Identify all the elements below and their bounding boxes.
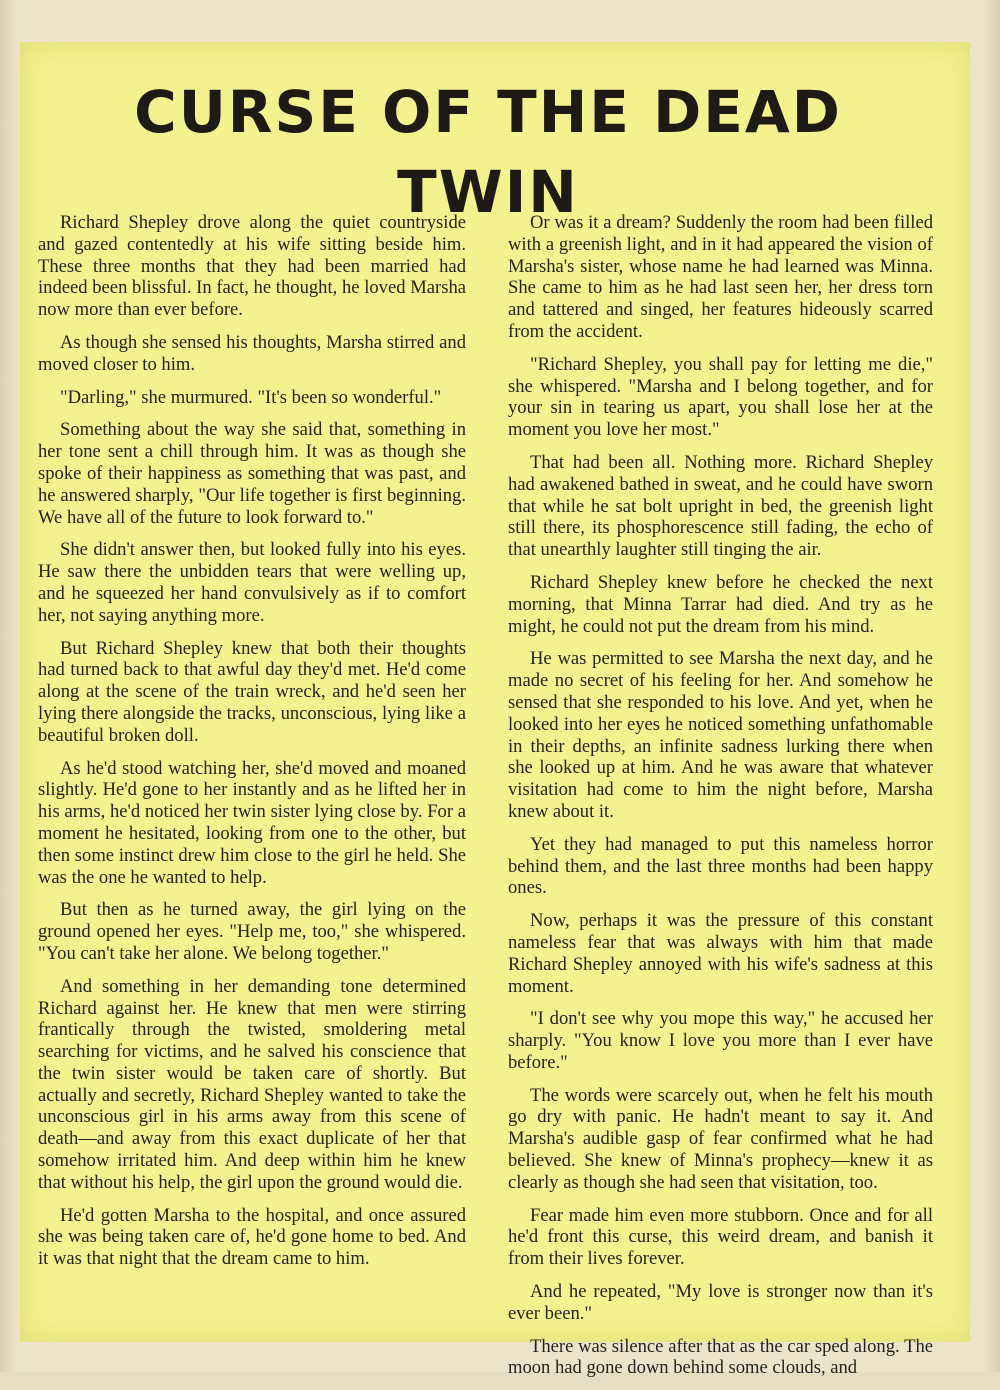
paragraph: Yet they had managed to put this nameless horror behind them, and the last three months had been happy ones.: [508, 833, 933, 899]
paragraph: The words were scarcely out, when he felt his mouth go dry with panic. He hadn't meant to say it. And Marsha's audible gasp of fear confirmed what he had believed. She knew of Minna's prophecy—knew it as clearly as though she had seen that visitation, too.: [508, 1084, 933, 1193]
paragraph: But Richard Shepley knew that both their thoughts had turned back to that awful day they'd met. He'd come along at the scene of the train wreck, and he'd seen her lying there alongside the tracks, unconscious, lying like a beautiful broken doll.: [38, 637, 466, 746]
right-column: [508, 212, 933, 1390]
paragraph: Or was it a dream? Suddenly the room had been filled with a greenish light, and in it had appeared the vision of Marsha's sister, whose name he had learned was Minna. She came to him as he had last seen her, her dress torn and tattered and singed, her features hideously scarred from the accident.: [508, 212, 933, 342]
paragraph: "Darling," she murmured. "It's been so wonderful.": [60, 386, 442, 408]
paragraph: As he'd stood watching her, she'd moved and moaned slightly. He'd gone to her instantly and as he lifted her in his arms, he'd noticed her twin sister lying close by. For a moment he hesitated, looking from one to the other, but then some instinct drew him close to the girl he held. She was the one he wanted to help.: [38, 757, 466, 888]
paragraph: Now, perhaps it was the pressure of this constant nameless fear that was always with him that made Richard Shepley annoyed with his wife's sadness at this moment.: [508, 910, 933, 997]
paragraph: He'd gotten Marsha to the hospital, and once assured she was being taken care of, he'd gone home to bed. And it was that night that the dream came to him.: [38, 1204, 466, 1270]
paragraph: And something in her demanding tone determined Richard against her. He knew that men were stirring frantically through the twisted, smoldering metal searching for victims, and he salved his conscience that the twin sister would be taken care of shortly. But actually and secretly, Richard Shepley wanted to take the unconscious girl in his arms away from this scene of death—and away from this exact duplicate of her that somehow irritated him. And deep within him he knew that without his help, the girl upon the ground would die.: [38, 975, 466, 1193]
paragraph: There was silence after that as the car sped along. The moon had gone down behind some clouds, and: [508, 1335, 933, 1379]
paragraph: He was permitted to see Marsha the next day, and he made no secret of his feeling for her. And somehow he sensed that she responded to his love. And yet, when he looked into her eyes he noticed something unfathomable in their depths, an infinite sadness lurking there when she looked up at him. And he was aware that whatever visitation had come to him the night before, Marsha knew about it.: [508, 648, 933, 822]
paragraph: Richard Shepley drove along the quiet countryside and gazed contentedly at his wife sitting beside him. These three months that they had been married had indeed been blissful. In fact, he thought, he loved Marsha now more than ever before.: [38, 212, 466, 321]
paragraph: "I don't see why you mope this way," he accused her sharply. "You know I love you more than I ever have before.": [508, 1008, 933, 1073]
paragraph: Fear made him even more stubborn. Once and for all he'd front this curse, this weird dream, and banish it from their lives forever.: [508, 1204, 933, 1270]
paragraph: That had been all. Nothing more. Richard Shepley had awakened bathed in sweat, and he could have sworn that while he sat bolt upright in bed, the greenish light still there, its phosphorescence still fading, the echo of that unearthly laughter still tinging the air.: [508, 451, 933, 561]
paragraph: But then as he turned away, the girl lying on the ground opened her eyes. "Help me, too," she whispered. "You can't take her alone. We belong together.": [38, 899, 466, 964]
left-column: [38, 212, 466, 1281]
paragraph: She didn't answer then, but looked fully into his eyes. He saw there the unbidden tears that were welling up, and he squeezed her hand convulsively as if to comfort her, not saying anything more.: [38, 539, 466, 626]
paragraph: As though she sensed his thoughts, Marsha stirred and moved closer to him.: [38, 331, 466, 375]
paragraph: Something about the way she said that, something in her tone sent a chill through him. It was as though she spoke of their happiness as something that was past, and he answered sharply, "Our life together is first beginning. We have all of the future to look forward to.": [38, 419, 466, 528]
paragraph: Richard Shepley knew before he checked the next morning, that Minna Tarrar had died. And try as he might, he could not put the dream from his mind.: [508, 571, 933, 637]
paragraph: "Richard Shepley, you shall pay for letting me die," she whispered. "Marsha and I belong together, and for your sin in tearing us apart, you shall lose her at the moment you love her most.": [508, 353, 933, 441]
story-title: CURSE OF THE DEAD TWIN: [134, 78, 842, 226]
paragraph: And he repeated, "My love is stronger now than it's ever been.": [508, 1281, 933, 1324]
